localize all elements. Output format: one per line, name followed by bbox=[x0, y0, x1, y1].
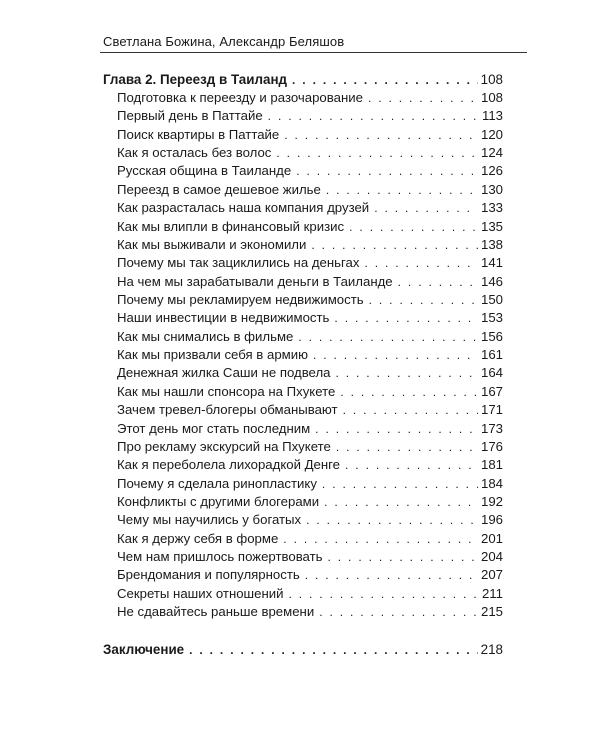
toc-entry bbox=[0, 273, 600, 291]
running-header: Светлана Божина, Александр Беляшов bbox=[103, 34, 345, 49]
toc-entry-title: Секреты наших отношений bbox=[117, 585, 284, 601]
toc-entry-page: 192 bbox=[480, 493, 503, 509]
toc-dot-leader bbox=[315, 420, 478, 438]
toc-entry bbox=[0, 89, 600, 107]
toc-entry-title: Как я держу себя в форме bbox=[117, 530, 279, 546]
toc-entry-page: 161 bbox=[480, 347, 503, 362]
toc-dot-leader bbox=[328, 548, 478, 566]
toc-entry bbox=[0, 566, 600, 584]
toc-entry bbox=[0, 420, 600, 438]
toc-entry-page: 113 bbox=[481, 108, 503, 124]
toc-entry-title: Чему мы научились у богатых bbox=[117, 512, 302, 528]
toc-entry-title: Как я осталась без волос bbox=[117, 145, 272, 161]
toc-chapter-page: 108 bbox=[480, 72, 503, 87]
toc-entry bbox=[0, 511, 600, 529]
toc-entry-page: 141 bbox=[480, 255, 503, 271]
toc-entry-page: 135 bbox=[480, 218, 503, 234]
toc-entry-page: 204 bbox=[480, 549, 503, 564]
toc-entry bbox=[0, 254, 600, 272]
toc-entry-title: Как мы призвали себя в армию bbox=[117, 347, 308, 362]
toc-dot-leader bbox=[322, 475, 478, 493]
toc-entry-title: На чем мы зарабатывали деньги в Таиланде bbox=[117, 273, 393, 289]
toc-entry-page: 146 bbox=[480, 273, 503, 289]
toc-entry-page: 120 bbox=[480, 126, 503, 142]
toc-entry-title: Про рекламу экскурсий на Пхукете bbox=[117, 438, 331, 454]
toc-entry-title: Как я переболела лихорадкой Денге bbox=[117, 457, 341, 473]
toc-entry-title: Этот день мог стать последним bbox=[117, 420, 311, 436]
toc-dot-leader bbox=[289, 585, 479, 603]
toc-entry-page: 171 bbox=[480, 402, 503, 418]
toc-entry bbox=[0, 438, 600, 456]
toc-entry bbox=[0, 236, 600, 254]
toc-entry bbox=[0, 548, 600, 566]
toc-dot-leader bbox=[276, 144, 478, 162]
toc-entry-page: 215 bbox=[480, 604, 503, 620]
toc-dot-leader bbox=[306, 511, 478, 529]
toc-entry bbox=[0, 162, 600, 180]
toc-dot-leader bbox=[340, 383, 478, 401]
toc-entry-page: 196 bbox=[480, 512, 503, 528]
toc-dot-leader bbox=[364, 254, 478, 272]
toc-entry bbox=[0, 530, 600, 548]
toc-entry-title: Поиск квартиры в Паттайе bbox=[117, 126, 280, 142]
toc-entry bbox=[0, 364, 600, 382]
toc-dot-leader bbox=[374, 199, 478, 217]
toc-entry-title: Русская община в Таиланде bbox=[117, 163, 292, 179]
toc-chapter-title: Глава 2. Переезд в Таиланд bbox=[103, 72, 288, 87]
toc-entry-title: Не сдавайтесь раньше времени bbox=[117, 604, 315, 620]
toc-dot-leader bbox=[296, 162, 478, 180]
toc-entry-page: 207 bbox=[480, 567, 503, 583]
toc-dot-leader bbox=[305, 566, 478, 584]
toc-entry-page: 153 bbox=[480, 310, 503, 326]
toc-dot-leader bbox=[311, 236, 478, 254]
toc-entry bbox=[0, 401, 600, 419]
toc-entry bbox=[0, 144, 600, 162]
toc-entry-page: 181 bbox=[480, 457, 503, 473]
toc-entry-page: 173 bbox=[480, 420, 503, 436]
toc-entry bbox=[0, 328, 600, 346]
toc-entry bbox=[0, 126, 600, 144]
toc-entry bbox=[0, 291, 600, 309]
toc-entry bbox=[0, 603, 600, 621]
toc-entry bbox=[0, 383, 600, 401]
toc-dot-leader bbox=[319, 603, 478, 621]
toc-entry-page: 156 bbox=[480, 328, 503, 344]
toc-dot-leader bbox=[189, 641, 478, 659]
toc-dot-leader bbox=[284, 126, 478, 144]
toc-entry bbox=[0, 346, 600, 364]
toc-chapter-heading bbox=[0, 71, 600, 89]
toc-entry-title: Почему я сделала ринопластику bbox=[117, 475, 317, 491]
toc-dot-leader bbox=[334, 309, 478, 327]
toc-entry-title: Как мы снимались в фильме bbox=[117, 328, 294, 344]
toc-entry-page: 201 bbox=[480, 530, 503, 546]
toc-entry-page: 130 bbox=[480, 181, 503, 197]
toc-entry-page: 167 bbox=[480, 383, 503, 399]
toc-entry-title: Конфликты с другими блогерами bbox=[117, 493, 320, 509]
toc-entry-page: 138 bbox=[480, 236, 503, 252]
toc-dot-leader bbox=[336, 438, 478, 456]
toc-conclusion-title: Заключение bbox=[103, 642, 185, 657]
toc-entry-page: 133 bbox=[480, 200, 503, 216]
toc-entry-title: Почему мы так зациклились на деньгах bbox=[117, 255, 360, 271]
toc-conclusion bbox=[0, 641, 600, 659]
toc-entry bbox=[0, 107, 600, 125]
toc-dot-leader bbox=[335, 364, 478, 382]
toc-entry-title: Как разрасталась наша компания друзей bbox=[117, 200, 370, 216]
toc-entry-page: 211 bbox=[481, 585, 503, 601]
toc-entry bbox=[0, 493, 600, 511]
toc-entry-title: Подготовка к переезду и разочарование bbox=[117, 90, 363, 105]
toc-entry bbox=[0, 475, 600, 493]
toc-entry-title: Чем нам пришлось пожертвовать bbox=[117, 549, 323, 564]
header-rule bbox=[100, 52, 527, 53]
toc-entry bbox=[0, 218, 600, 236]
toc-entry-title: Как мы влипли в финансовый кризис bbox=[117, 218, 345, 234]
toc-dot-leader bbox=[268, 107, 479, 125]
toc-entry bbox=[0, 309, 600, 327]
toc-dot-leader bbox=[349, 218, 478, 236]
toc-dot-leader bbox=[292, 71, 478, 89]
toc-dot-leader bbox=[324, 493, 478, 511]
toc-entry-title: Брендомания и популярность bbox=[117, 567, 300, 583]
toc-entry-title: Как мы выживали и экономили bbox=[117, 236, 307, 252]
toc-entry-page: 176 bbox=[480, 438, 503, 454]
toc-entry-page: 126 bbox=[480, 163, 503, 179]
toc-entry-title: Переезд в самое дешевое жилье bbox=[117, 181, 321, 197]
toc-dot-leader bbox=[326, 181, 478, 199]
toc-conclusion-page: 218 bbox=[480, 642, 503, 657]
toc-entry bbox=[0, 456, 600, 474]
toc-entry-page: 150 bbox=[480, 292, 503, 307]
toc-dot-leader bbox=[398, 273, 478, 291]
toc-dot-leader bbox=[345, 456, 478, 474]
toc-entry-page: 108 bbox=[480, 90, 503, 105]
toc-dot-leader bbox=[298, 328, 478, 346]
toc-entry-title: Как мы нашли спонсора на Пхукете bbox=[117, 383, 336, 399]
toc-entry bbox=[0, 199, 600, 217]
toc-entry-title: Наши инвестиции в недвижимость bbox=[117, 310, 330, 326]
toc-dot-leader bbox=[369, 291, 478, 309]
toc-entry-title: Зачем тревел-блогеры обманывают bbox=[117, 402, 338, 418]
toc-entry-title: Почему мы рекламируем недвижимость bbox=[117, 292, 364, 307]
toc-dot-leader bbox=[368, 89, 478, 107]
toc-entry bbox=[0, 181, 600, 199]
toc-dot-leader bbox=[283, 530, 478, 548]
toc-entry-title: Первый день в Паттайе bbox=[117, 108, 263, 124]
toc-entry-page: 124 bbox=[480, 145, 503, 161]
toc-entry-page: 184 bbox=[480, 475, 503, 491]
toc-entry bbox=[0, 585, 600, 603]
toc-entry-page: 164 bbox=[480, 365, 503, 381]
toc-entry-title: Денежная жилка Саши не подвела bbox=[117, 365, 331, 381]
toc-dot-leader bbox=[343, 401, 478, 419]
toc-dot-leader bbox=[313, 346, 478, 364]
